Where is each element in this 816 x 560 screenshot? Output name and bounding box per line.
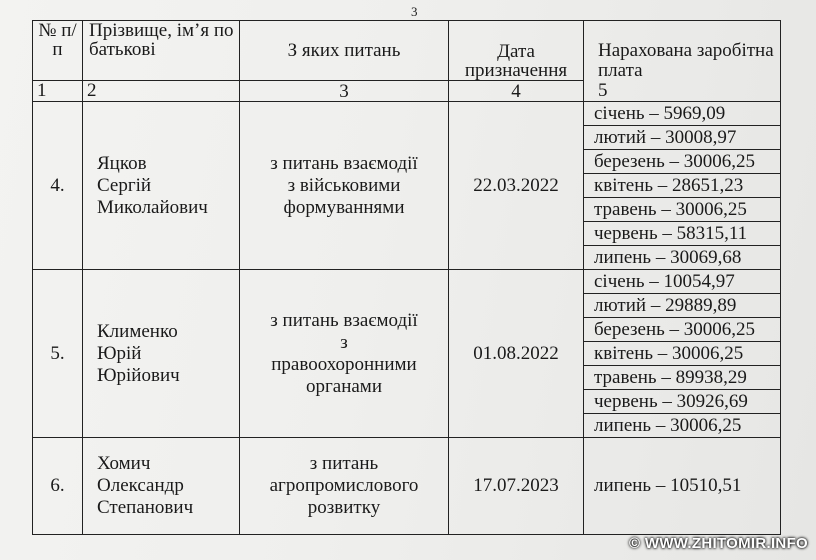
table-row xyxy=(33,438,781,535)
person-name xyxy=(83,438,240,535)
person-name-line: Олександр xyxy=(97,475,184,496)
col-number-1: 1 xyxy=(33,80,83,101)
person-name-line: Юрійович xyxy=(97,364,180,386)
appointment-date: 01.08.2022 xyxy=(449,270,584,438)
topic-line: з питань взаємодії xyxy=(270,152,418,174)
person-name-line: Юрій xyxy=(97,342,142,364)
responsibility-topic xyxy=(240,438,449,535)
header-salary xyxy=(584,21,781,102)
person-name xyxy=(83,102,240,270)
table-row xyxy=(33,102,781,126)
person-name-line: Степанович xyxy=(97,497,194,518)
row-number: 5. xyxy=(33,270,83,438)
topic-line: агропромислового xyxy=(269,475,419,496)
person-name xyxy=(83,270,240,438)
appointment-date: 17.07.2023 xyxy=(449,438,584,535)
header-name: Прізвище, ім’я по батькові xyxy=(83,21,240,81)
salary-entry: січень – 5969,09 xyxy=(584,102,781,126)
topic-line: з військовими xyxy=(287,174,401,196)
topic-line: з питань взаємодії xyxy=(270,309,418,331)
col-number-2: 2 xyxy=(83,80,240,101)
salary-entry: квітень – 30006,25 xyxy=(584,342,781,366)
col-number-5: 5 xyxy=(598,80,608,101)
header-topics: З яких питань xyxy=(240,21,449,81)
topic-line: формуваннями xyxy=(283,196,405,218)
col-number-4: 4 xyxy=(449,80,584,101)
salary-entry: липень – 30006,25 xyxy=(584,414,781,438)
salary-entry: травень – 30006,25 xyxy=(584,198,781,222)
salary-entry: червень – 58315,11 xyxy=(584,222,781,246)
salary-entry: березень – 30006,25 xyxy=(584,150,781,174)
salary-entry: березень – 30006,25 xyxy=(584,318,781,342)
salary-entry: лютий – 29889,89 xyxy=(584,294,781,318)
responsibility-topic xyxy=(240,270,449,438)
topic-line: розвитку xyxy=(307,497,381,518)
topic-line: з питань xyxy=(309,453,379,474)
person-name-line: Хомич xyxy=(97,453,151,474)
salary-entry: червень – 30926,69 xyxy=(584,390,781,414)
salary-table xyxy=(32,20,781,535)
salary-entry: липень – 30069,68 xyxy=(584,246,781,270)
salary-entry: травень – 89938,29 xyxy=(584,366,781,390)
salary-entry: січень – 10054,97 xyxy=(584,270,781,294)
salary-entry: липень – 10510,51 xyxy=(584,438,781,535)
topic-line: з xyxy=(340,331,348,353)
page-number: 3 xyxy=(411,4,418,19)
person-name-line: Яцков xyxy=(97,152,147,174)
row-number: 6. xyxy=(33,438,83,535)
topic-line: органами xyxy=(305,375,383,397)
salary-entry: квітень – 28651,23 xyxy=(584,174,781,198)
watermark-logo: © WWW.ZHITOMIR.INFO xyxy=(629,535,808,552)
header-num: № п/п xyxy=(33,21,83,81)
header-date: Дата призначення xyxy=(449,21,584,81)
person-name-line: Миколайович xyxy=(97,196,208,218)
row-number: 4. xyxy=(33,102,83,270)
col-number-3: 3 xyxy=(240,80,449,101)
header-salary-label: Нарахована заробітна плата xyxy=(598,40,774,81)
responsibility-topic xyxy=(240,102,449,270)
header-row xyxy=(33,21,781,81)
table-row xyxy=(33,270,781,294)
person-name-line: Клименко xyxy=(97,320,178,342)
topic-line: правоохоронними xyxy=(271,353,417,375)
salary-entry: лютий – 30008,97 xyxy=(584,126,781,150)
appointment-date: 22.03.2022 xyxy=(449,102,584,270)
person-name-line: Сергій xyxy=(97,174,152,196)
